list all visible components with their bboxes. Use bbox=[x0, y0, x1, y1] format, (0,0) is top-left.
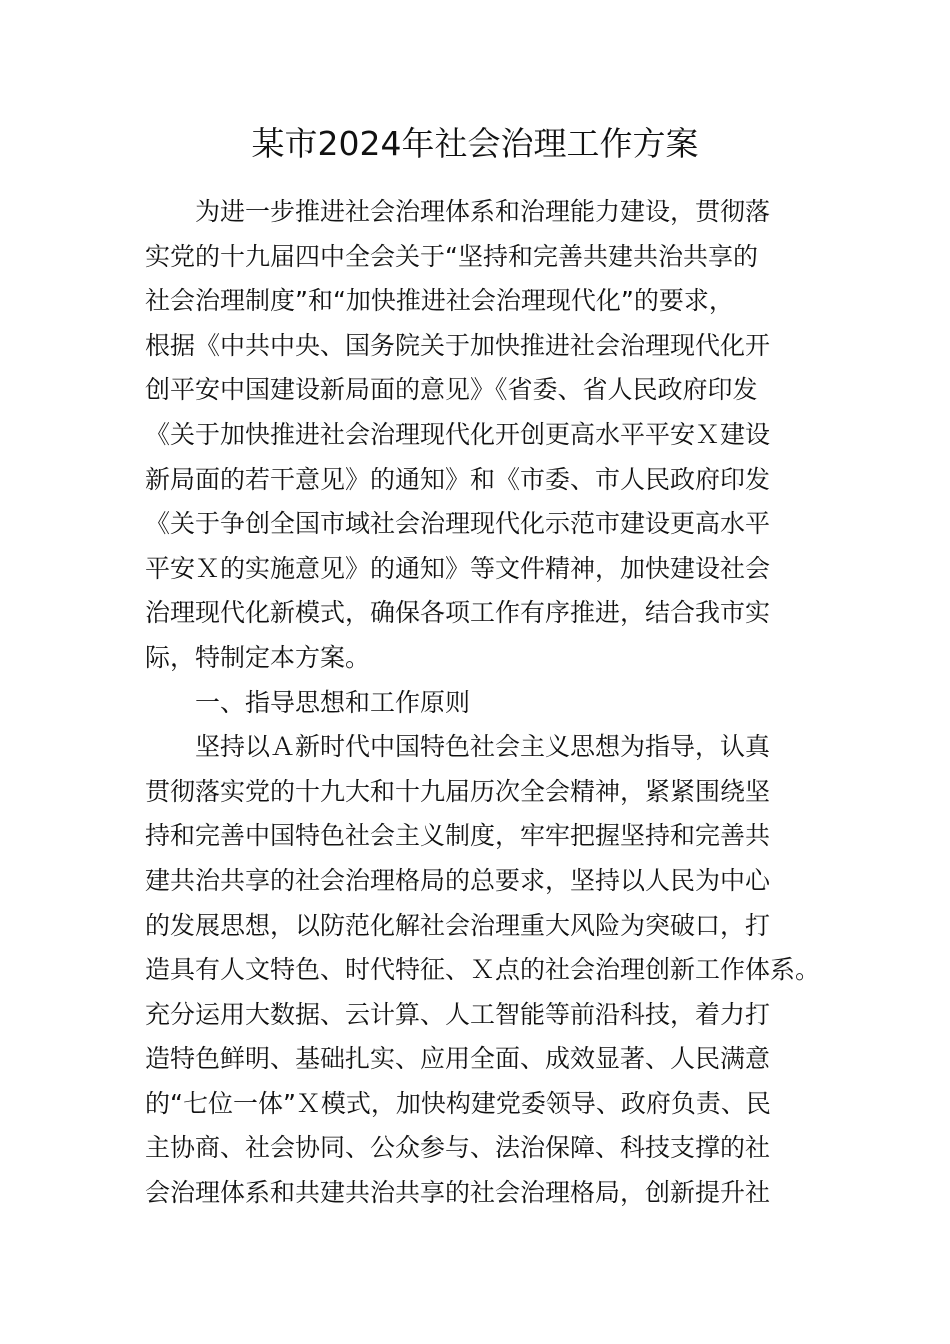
body-text-line: 际，特制定本方案。 bbox=[145, 642, 371, 672]
document-body bbox=[145, 190, 865, 1216]
body-text-line: 充分运用大数据、云计算、人工智能等前沿科技，着力打 bbox=[145, 999, 771, 1029]
document-title: 某市2024年社会治理工作方案 bbox=[251, 124, 699, 163]
body-text-line: 社会治理制度”和“加快推进社会治理现代化”的要求， bbox=[145, 286, 734, 316]
body-text-line: 坚持以Ａ新时代中国特色社会主义思想为指导，认真 bbox=[195, 732, 771, 762]
body-text-line: 治理现代化新模式，确保各项工作有序推进，结合我市实 bbox=[145, 598, 771, 628]
body-text-line: 《关于加快推进社会治理现代化开创更高水平平安Ｘ建设 bbox=[145, 419, 771, 449]
body-text-line: 持和完善中国特色社会主义制度，牢牢把握坚持和完善共 bbox=[145, 821, 771, 851]
body-text-line: 主协商、社会协同、公众参与、法治保障、科技支撑的社 bbox=[145, 1133, 771, 1163]
body-text-line: 实党的十九届四中全会关于“坚持和完善共建共治共享的 bbox=[145, 241, 758, 271]
body-text-line: 的“七位一体”Ｘ模式，加快构建党委领导、政府负责、民 bbox=[145, 1088, 771, 1118]
body-text-line: 建共治共享的社会治理格局的总要求，坚持以人民为中心 bbox=[145, 865, 771, 895]
body-text-line: 造特色鲜明、基础扎实、应用全面、成效显著、人民满意 bbox=[145, 1044, 771, 1074]
body-text-line: 造具有人文特色、时代特征、Ｘ点的社会治理创新工作体系。 bbox=[145, 955, 821, 985]
body-text-line: 根据《中共中央、国务院关于加快推进社会治理现代化开 bbox=[145, 330, 771, 360]
body-text-line: 贯彻落实党的十九大和十九届历次全会精神，紧紧围绕坚 bbox=[145, 776, 771, 806]
body-text-line: 一、指导思想和工作原则 bbox=[195, 687, 471, 717]
body-text-line: 会治理体系和共建共治共享的社会治理格局，创新提升社 bbox=[145, 1178, 771, 1208]
body-text-line: 的发展思想，以防范化解社会治理重大风险为突破口，打 bbox=[145, 910, 771, 940]
body-text-line: 新局面的若干意见》的通知》和《市委、市人民政府印发 bbox=[145, 464, 771, 494]
body-text-line: 创平安中国建设新局面的意见》《省委、省人民政府印发 bbox=[145, 375, 758, 405]
body-text-line: 为进一步推进社会治理体系和治理能力建设，贯彻落 bbox=[195, 197, 771, 226]
body-text-line: 平安Ｘ的实施意见》的通知》等文件精神，加快建设社会 bbox=[145, 553, 771, 583]
body-text-line: 《关于争创全国市域社会治理现代化示范市建设更高水平 bbox=[145, 509, 771, 539]
